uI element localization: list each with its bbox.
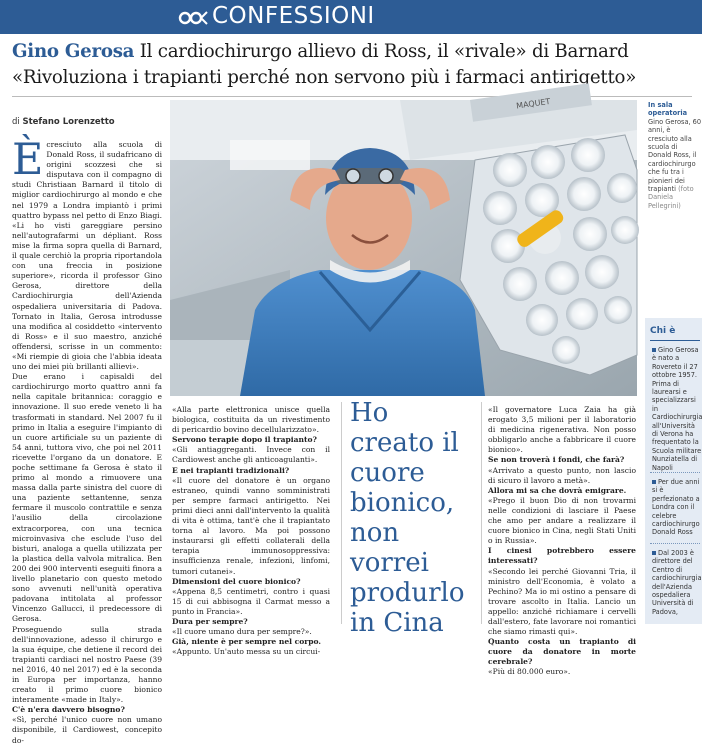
caption-title: In sala operatoria <box>648 101 688 118</box>
entry-separator <box>650 543 700 544</box>
section-header <box>0 0 702 34</box>
interview-question: Già, niente è per sempre nel corpo. <box>172 637 322 647</box>
headline-line-2: «Rivoluziona i trapianti perché non servono più i farmaci antirigetto» <box>12 67 637 88</box>
headline-line-1 <box>12 39 637 65</box>
drop-cap: È <box>12 135 44 185</box>
article-paragraph: «Appunto. Un'auto messa su un circui- <box>172 647 321 657</box>
headline <box>12 39 637 91</box>
interview-question: Allora mi sa che dovrà emigrare. <box>488 485 627 495</box>
article-paragraph: Proseguendo sulla strada dell'innovazione, adesso il chirurgo e la sua équipe, che detiene il record dei trapianti cardiaci nel nostro Paese (39 nel 2016, 40 nel 2017) ed è la seconda in Europa per importanza, hanno creato il primo cuore bionico interamente «made in Italy». <box>12 624 162 705</box>
article-paragraph: Due erano i capisaldi del cardiochirurgo morto quattro anni fa nella capitale britannica: coraggio e innovazione. Il suo erede veneto li ha trasformati in standard. Nel 2007 fu il primo in Italia a eseguire l'impianto di un cuore artificiale su un paziente di 54 anni, tuttora vivo, che poi nel 2011 ricevette l'organo da un donatore. E poche settimane fa Gerosa è stato il primo al mondo a rimuovere una massa dalla parte sinistra del cuore di una paziente settantenne, senza fermare il muscolo contrattile e senza l'ausilio della circolazione extracorporea, con una tecnica microinvasiva che esclude l'uso del bisturi, analoga a quella utilizzata per la plastica della valvola mitralica. Ben 200 dei 900 interventi eseguiti finora a livello planetario con questo metodo sono avvenuti nell'unità operativa padovana intitolata al professor Vincenzo Gallucci, il predecessore di Gerosa. <box>12 372 162 624</box>
pull-quote: Ho creato il cuore bionico, non vorrei produrlo in Cina <box>350 398 465 638</box>
interview-question: C'è n'era davvero bisogno? <box>12 705 125 715</box>
interview-question: Dimensioni del cuore bionico? <box>172 576 301 586</box>
interview-question: E nei trapianti tradizionali? <box>172 465 290 475</box>
entry-separator <box>650 472 700 473</box>
headline-name: Gino Gerosa <box>12 41 135 62</box>
bio-entry: Gino Gerosa è nato a Rovereto il 27 ottobre 1957. Prima di laurearsi e specializzarsi in Cardiochirurgia all'Università di Verona ha frequentato la Scuola militare Nunziatella di Napoli <box>652 346 702 472</box>
byline-prefix: di <box>12 117 20 127</box>
article-paragraph: «Alla parte elettronica unisce quella biologica, costituita da un rivestimento di pericardio bovino decellularizzato». <box>172 405 330 435</box>
bullet-square-icon <box>652 348 656 352</box>
lamp-brand-label: MAQUET <box>515 96 551 111</box>
column-divider <box>341 402 342 624</box>
section-title: CONFESSIONI <box>212 3 375 29</box>
article-paragraph: «Prego il buon Dio di non trovarmi nelle condizioni di lasciare il Paese che amo per andare a realizzare il cuore bionico in Cina, negli Stati Uniti o in Russia». <box>488 495 636 546</box>
article-paragraph: «Gli antiaggreganti. Invece con il Cardiowest anche gli anticoagulanti». <box>172 445 330 465</box>
byline <box>12 117 115 127</box>
byline-author: Stefano Lorenzetto <box>22 117 115 127</box>
interview-question: Quanto costa un trapianto di cuore da donatore in morte cerebrale? <box>488 637 636 667</box>
article-column-1 <box>12 135 162 745</box>
sidebox-title: Chi è <box>650 326 676 336</box>
caption-credit: (foto Daniela Pellegrini) <box>648 185 694 210</box>
article-paragraph: «Arrivato a questo punto, non lascio di sicuro il lavoro a metà». <box>488 465 636 485</box>
photo-caption <box>648 101 702 210</box>
operating-room-photo <box>170 96 637 396</box>
interview-question: Dura per sempre? <box>172 616 248 626</box>
article-paragraph: «Appena 8,5 centimetri, contro i quasi 15 di cui abbisogna il Carmat messo a punto in Francia». <box>172 586 330 616</box>
column-divider <box>481 402 482 624</box>
caption-text: Gino Gerosa, 60 anni, è cresciuto alla scuola di Donald Ross, il cardiochirurgo che fu tra i pionieri dei trapianti <box>648 117 702 194</box>
article-paragraph: «Il cuore del donatore è un organo estraneo, quindi vanno somministrati per sempre farmaci antirigetto. Nei primi dieci anni dall'intervento la qualità di vita è ottima, tant'è che il trapiantato torna al lavoro. Ma poi possono instaurarsi gli effetti collaterali della terapia immunosoppressiva: insufficienza renale, infezioni, linfomi, tumori cutanei». <box>172 475 330 576</box>
article-paragraph: «Sì, perché l'unico cuore non umano disponibile, il Cardiowest, concepito do- <box>12 715 162 745</box>
bullet-square-icon <box>652 551 656 555</box>
article-column-2 <box>172 405 330 657</box>
article-paragraph: «Secondo lei perché Giovanni Tria, il ministro dell'Economia, è volato a Pechino? Ma io mi ostino a pensare di trovare ascolto in Italia. Lancio un appello: anziché richiamare i cervelli dall'estero, fate lavorare noi romantici che siamo rimasti qui». <box>488 566 636 637</box>
article-paragraph: «Più di 80.000 euro». <box>488 667 571 677</box>
interview-question: Servono terapie dopo il trapianto? <box>172 435 317 445</box>
interview-question: I cinesi potrebbero essere interessati? <box>488 546 636 566</box>
interview-question: Se non troverà i fondi, che farà? <box>488 455 625 465</box>
article-paragraph: «Il governatore Luca Zaia ha già erogato 3,5 milioni per il laboratorio di medicina rigenerativa. Non posso obbligarlo anche a fabbricare il cuore bionico». <box>488 405 636 455</box>
sidebox-title-rule <box>650 340 700 341</box>
article-column-3 <box>488 405 636 677</box>
confessioni-logo-icon <box>178 8 208 28</box>
article-paragraph: Ècresciuto alla scuola di Donald Ross, il sudafricano di origini scozzesi che si disputava con il compagno di studi Christiaan Barnard il titolo di miglior cardiochirurgo al mondo e che nel 1979 a Londra impiantò i primi quattro bypass nel petto di Enzo Biagi. «Li ho visti gareggiare persino nell'autografarmi un dépliant. Ross mise la firma sopra quella di Barnard, il quale cerchiò la propria riportandola con una freccia in posizione superiore», ricorda il professor Gino Gerosa, direttore della Cardiochirurgia dell'Azienda ospedaliera universitaria di Padova. Tornato in Italia, Gerosa introdusse una modifica al cosiddetto «intervento di Ross» e il suo maestro, anziché offendersi, scrisse in un commento: «Mi riempie di gioia che l'abbia ideata uno dei miei più brillanti allievi». <box>12 135 162 372</box>
article-paragraph: «Il cuore umano dura per sempre?». <box>172 627 312 637</box>
bio-sidebox <box>645 318 702 624</box>
article-photo <box>170 96 637 396</box>
bio-entry: Dal 2003 è direttore del Centro di cardiochirurgia dell'Azienda ospedaliera Università di Padova, <box>652 549 702 616</box>
bio-entry: Per due anni si è perfezionato a Londra con il celebre cardiochirurgo Donald Ross <box>652 478 700 537</box>
bullet-square-icon <box>652 480 656 484</box>
headline-line1-text: Il cardiochirurgo allievo di Ross, il «rivale» di Barnard <box>134 41 629 62</box>
